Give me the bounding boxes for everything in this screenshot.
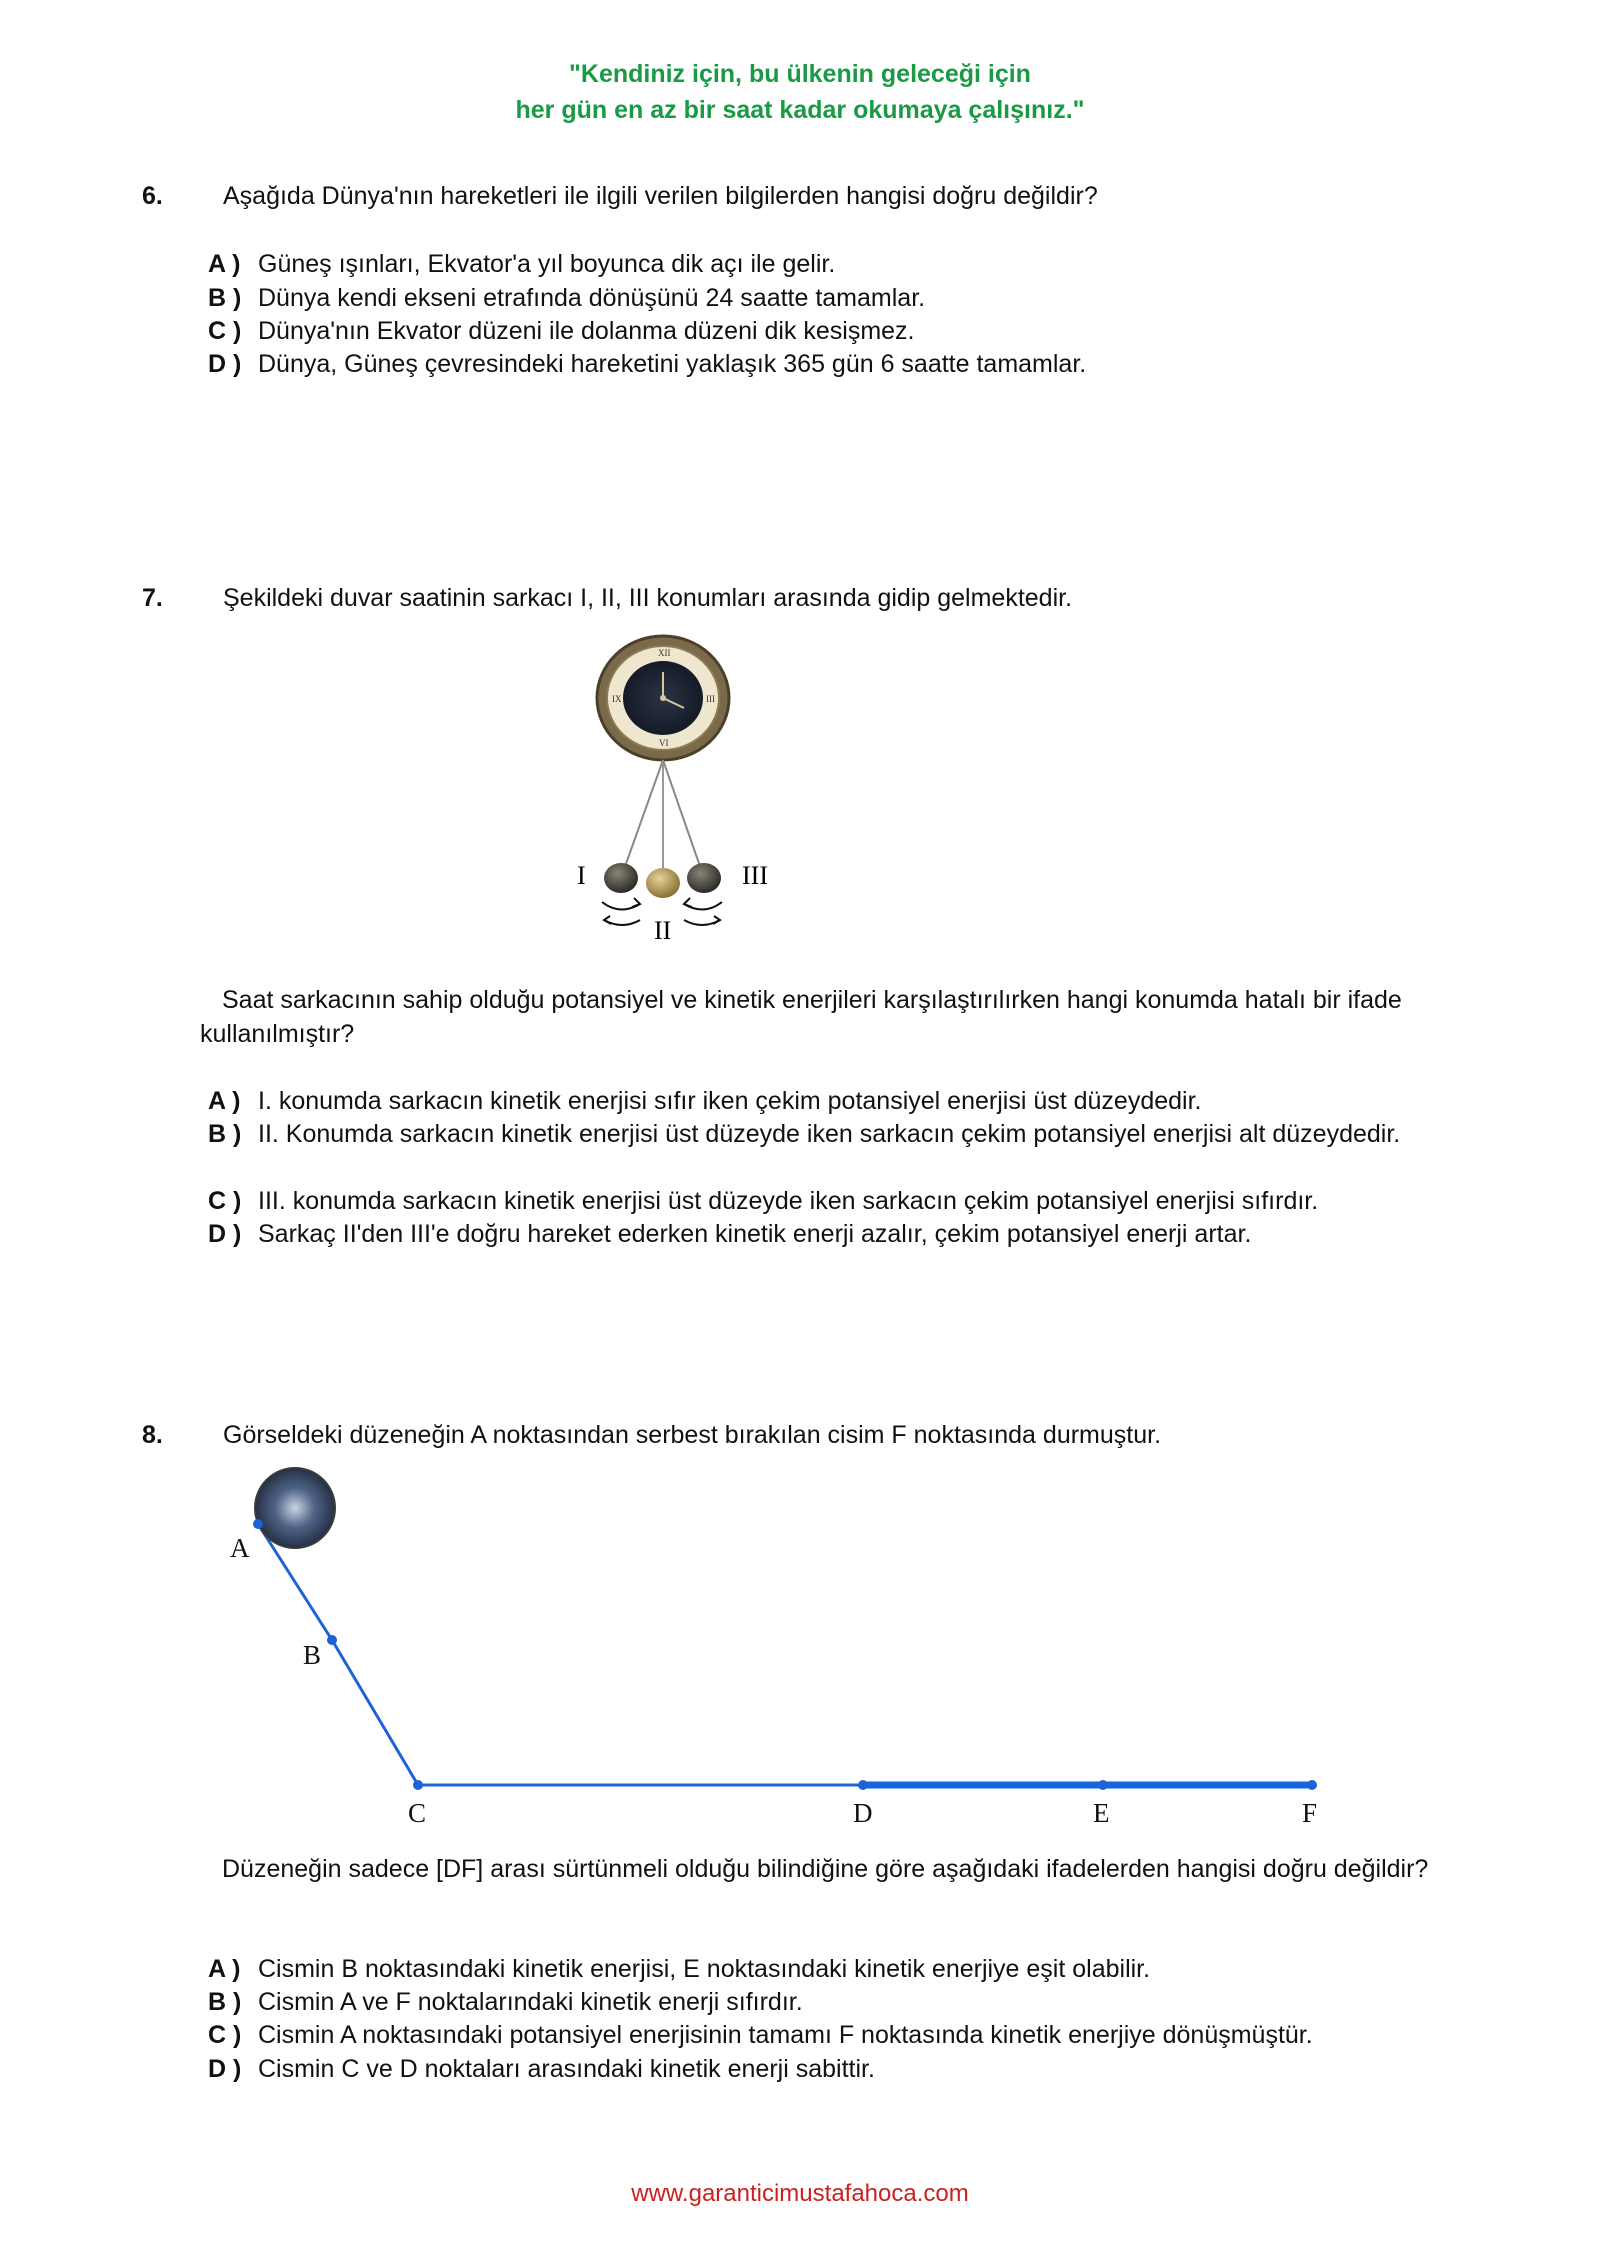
point-d bbox=[858, 1780, 868, 1790]
motto-line-2: her gün en az bir saat kadar okumaya çalışınız." bbox=[515, 96, 1085, 124]
track-figure bbox=[200, 1460, 1360, 1840]
question-number: 8. bbox=[142, 1421, 163, 1449]
option-text: III. konumda sarkacın kinetik enerjisi üst düzeyde iken sarkacın çekim potansiyel enerjisi sıfırdır. bbox=[258, 1187, 1319, 1215]
option-b[interactable] bbox=[208, 281, 1438, 315]
option-text: Güneş ışınları, Ekvator'a yıl boyunca dik açı ile gelir. bbox=[258, 250, 836, 278]
option-a[interactable] bbox=[208, 247, 1438, 281]
option-c[interactable] bbox=[208, 2018, 1438, 2052]
option-text: Cismin B noktasındaki kinetik enerjisi, E noktasındaki kinetik enerjiye eşit olabilir. bbox=[258, 1955, 1151, 1983]
option-label: B ) bbox=[208, 284, 242, 312]
option-text: I. konumda sarkacın kinetik enerjisi sıfır iken çekim potansiyel enerjisi üst düzeydedir. bbox=[258, 1087, 1202, 1115]
svg-text:VI: VI bbox=[659, 738, 669, 748]
svg-text:III: III bbox=[706, 694, 715, 704]
option-a[interactable] bbox=[208, 1952, 1438, 1986]
option-label: D ) bbox=[208, 2055, 242, 2083]
option-text: Cismin A ve F noktalarındaki kinetik enerji sıfırdır. bbox=[258, 1988, 803, 2016]
option-b[interactable] bbox=[208, 1985, 1438, 2019]
clock-icon bbox=[597, 636, 729, 760]
point-c bbox=[413, 1780, 423, 1790]
option-text: Dünya, Güneş çevresindeki hareketini yaklaşık 365 gün 6 saatte tamamlar. bbox=[258, 350, 1087, 378]
option-a[interactable] bbox=[208, 1084, 1438, 1118]
swing-arrows-left-icon bbox=[602, 898, 640, 925]
point-e bbox=[1098, 1780, 1108, 1790]
option-d[interactable] bbox=[208, 2052, 1438, 2086]
pendulum-bob-right bbox=[687, 863, 721, 893]
option-label: A ) bbox=[208, 1955, 241, 1983]
question-text: Aşağıda Dünya'nın hareketleri ile ilgili verilen bilgilerden hangisi doğru değildir? bbox=[223, 182, 1098, 210]
point-b bbox=[327, 1635, 337, 1645]
label-b: B bbox=[303, 1640, 322, 1670]
option-text: Sarkaç II'den III'e doğru hareket ederken kinetik enerji azalır, çekim potansiyel enerji artar. bbox=[258, 1220, 1252, 1248]
option-label: A ) bbox=[208, 250, 241, 278]
question-text: Şekildeki duvar saatinin sarkacı I, II, III konumları arasında gidip gelmektedir. bbox=[223, 584, 1073, 612]
pendulum-bob-left bbox=[604, 863, 638, 893]
option-label: A ) bbox=[208, 1087, 241, 1115]
option-label: B ) bbox=[208, 1988, 242, 2016]
label-position-i: I bbox=[577, 861, 586, 890]
option-label: C ) bbox=[208, 1187, 242, 1215]
ramp-bc bbox=[332, 1640, 418, 1785]
question-number: 7. bbox=[142, 584, 163, 612]
label-f: F bbox=[1302, 1798, 1318, 1828]
option-text: Dünya kendi ekseni etrafında dönüşünü 24 saatte tamamlar. bbox=[258, 284, 926, 312]
option-text: Cismin A noktasındaki potansiyel enerjisinin tamamı F noktasında kinetik enerjiye dönüşmüştür. bbox=[258, 2021, 1313, 2049]
option-label: D ) bbox=[208, 350, 242, 378]
option-text: Dünya'nın Ekvator düzeni ile dolanma düzeni dik kesişmez. bbox=[258, 317, 915, 345]
pendulum-bob-middle bbox=[646, 868, 680, 898]
swing-arrows-right-icon bbox=[684, 898, 722, 925]
point-a bbox=[253, 1519, 263, 1529]
option-text: II. Konumda sarkacın kinetik enerjisi üst düzeyde iken sarkacın çekim potansiyel enerjisi alt düzeydedir. bbox=[258, 1120, 1401, 1148]
label-a: A bbox=[230, 1533, 250, 1563]
question-stem: Saat sarkacının sahip olduğu potansiyel ve kinetik enerjileri karşılaştırılırken hangi konumda hatalı bir ifade kullanılmıştır? bbox=[200, 986, 1402, 1048]
label-e: E bbox=[1093, 1798, 1110, 1828]
option-label: B ) bbox=[208, 1120, 242, 1148]
label-c: C bbox=[408, 1798, 427, 1828]
pendulum-clock-figure bbox=[560, 630, 800, 960]
ball-icon bbox=[255, 1468, 335, 1548]
option-text: Cismin C ve D noktaları arasındaki kinetik enerji sabittir. bbox=[258, 2055, 875, 2083]
label-position-ii: II bbox=[654, 916, 672, 945]
label-position-iii: III bbox=[742, 861, 768, 890]
point-f bbox=[1307, 1780, 1317, 1790]
option-label: C ) bbox=[208, 317, 242, 345]
option-d[interactable] bbox=[208, 1217, 1438, 1251]
label-d: D bbox=[853, 1798, 873, 1828]
svg-text:XII: XII bbox=[658, 648, 671, 658]
option-d[interactable] bbox=[208, 347, 1438, 381]
footer-website-link[interactable]: www.garanticimustafahoca.com bbox=[631, 2180, 969, 2207]
option-label: D ) bbox=[208, 1220, 242, 1248]
question-number: 6. bbox=[142, 182, 163, 210]
option-c[interactable] bbox=[208, 314, 1438, 348]
svg-text:IX: IX bbox=[612, 694, 622, 704]
option-label: C ) bbox=[208, 2021, 242, 2049]
motto-line-1: "Kendiniz için, bu ülkenin geleceği için bbox=[569, 60, 1031, 88]
option-b[interactable] bbox=[208, 1117, 1438, 1151]
option-c[interactable] bbox=[208, 1184, 1438, 1218]
question-text: Görseldeki düzeneğin A noktasından serbest bırakılan cisim F noktasında durmuştur. bbox=[223, 1421, 1162, 1449]
question-stem: Düzeneğin sadece [DF] arası sürtünmeli olduğu bilindiğine göre aşağıdaki ifadelerden hangisi doğru değildir? bbox=[222, 1855, 1429, 1883]
